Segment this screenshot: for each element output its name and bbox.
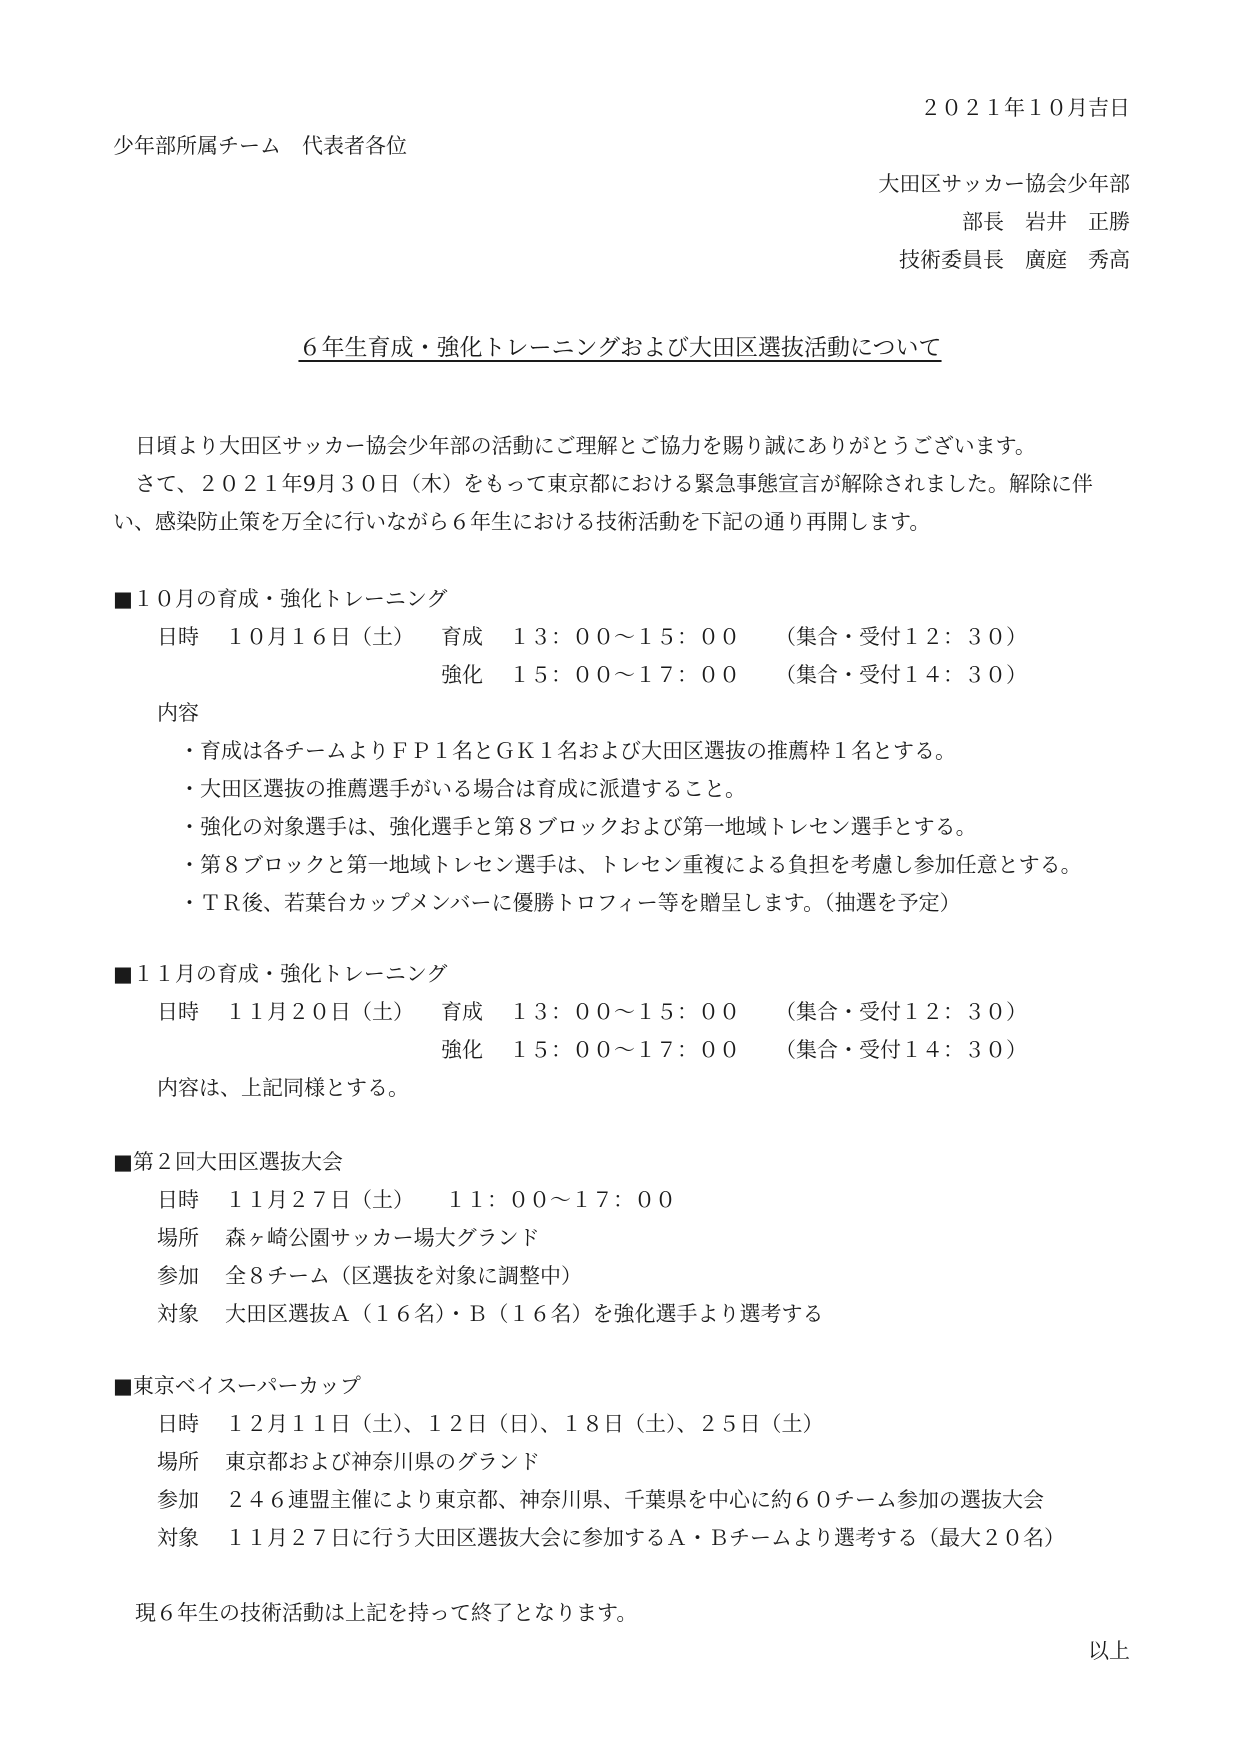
nov-session2-label: 強化 <box>441 1038 483 1062</box>
bay-target-label: 対象 <box>157 1526 199 1550</box>
oct-content-item: ・強化の対象選手は、強化選手と第８ブロックおよび第一地域トレセン選手とする。 <box>179 815 977 839</box>
oct-session1-label: 育成 <box>441 625 483 649</box>
tournament-place: 森ヶ崎公園サッカー場大グランド <box>225 1226 540 1250</box>
nov-session2-time: １５：００～１７：００ <box>509 1038 740 1062</box>
recipient: 少年部所属チーム 代表者各位 <box>113 134 407 158</box>
oct-content-item: ・ＴＲ後、若葉台カップメンバーに優勝トロフィー等を贈呈します。（抽選を予定） <box>179 891 961 915</box>
tournament-place-label: 場所 <box>157 1226 199 1250</box>
tournament-join: 全８チーム（区選抜を対象に調整中） <box>225 1264 582 1288</box>
tournament-time: １１：００～１７：００ <box>445 1188 676 1212</box>
oct-session2-time: １５：００～１７：００ <box>509 663 740 687</box>
sender-organization: 大田区サッカー協会少年部 <box>878 172 1130 196</box>
intro-line-3: い、感染防止策を万全に行いながら６年生における技術活動を下記の通り再開します。 <box>113 510 931 534</box>
nov-session2-note: （集合・受付１４：３０） <box>775 1038 1027 1062</box>
tournament-join-label: 参加 <box>157 1264 199 1288</box>
tournament-date: １１月２７日（土） <box>225 1188 414 1212</box>
bay-target: １１月２７日に行う大田区選抜大会に参加するＡ・Ｂチームより選考する（最大２０名） <box>225 1526 1065 1550</box>
sender-chief: 部長 岩井 正勝 <box>962 210 1130 234</box>
nov-session1-label: 育成 <box>441 1000 483 1024</box>
document-title-text: ６年生育成・強化トレーニングおよび大田区選抜活動について <box>298 335 942 361</box>
nov-date-label: 日時 <box>157 1000 199 1024</box>
bay-join: ２４６連盟主催により東京都、神奈川県、千葉県を中心に約６０チーム参加の選抜大会 <box>225 1488 1044 1512</box>
oct-content-label: 内容 <box>157 701 199 725</box>
bay-place: 東京都および神奈川県のグランド <box>225 1450 540 1474</box>
tournament-date-label: 日時 <box>157 1188 199 1212</box>
oct-session1-time: １３：００～１５：００ <box>509 625 740 649</box>
tournament-target-label: 対象 <box>157 1302 199 1326</box>
oct-session2-label: 強化 <box>441 663 483 687</box>
oct-content-item: ・第８ブロックと第一地域トレセン選手は、トレセン重複による負担を考慮し参加任意とする。 <box>179 853 1082 877</box>
bay-place-label: 場所 <box>157 1450 199 1474</box>
section-heading-november: ■１１月の育成・強化トレーニング <box>113 962 448 986</box>
tournament-target: 大田区選抜Ａ（１６名）・Ｂ（１６名）を強化選手より選考する <box>225 1302 824 1326</box>
nov-session1-time: １３：００～１５：００ <box>509 1000 740 1024</box>
closing-text: 現６年生の技術活動は上記を持って終了となります。 <box>135 1601 638 1625</box>
oct-date: １０月１６日（土） <box>225 625 414 649</box>
nov-date: １１月２０日（土） <box>225 1000 414 1024</box>
oct-content-item: ・大田区選抜の推薦選手がいる場合は育成に派遣すること。 <box>179 777 746 801</box>
section-heading-october: ■１０月の育成・強化トレーニング <box>113 587 448 611</box>
nov-content: 内容は、上記同様とする。 <box>157 1076 409 1100</box>
intro-line-1: 日頃より大田区サッカー協会少年部の活動にご理解とご協力を賜り誠にありがとうございます。 <box>135 434 1036 458</box>
bay-date: １２月１１日（土）、１２日（日）、１８日（土）、２５日（土） <box>225 1412 824 1436</box>
oct-date-label: 日時 <box>157 625 199 649</box>
document-title <box>0 337 1240 360</box>
oct-content-item: ・育成は各チームよりＦＰ１名とＧＫ１名および大田区選抜の推薦枠１名とする。 <box>179 739 956 763</box>
issue-date: ２０２１年１０月吉日 <box>920 96 1130 120</box>
sender-technical-chair: 技術委員長 廣庭 秀高 <box>899 248 1130 272</box>
section-heading-tournament: ■第２回大田区選抜大会 <box>113 1150 343 1174</box>
bay-date-label: 日時 <box>157 1412 199 1436</box>
nov-session1-note: （集合・受付１２：３０） <box>775 1000 1027 1024</box>
oct-session2-note: （集合・受付１４：３０） <box>775 663 1027 687</box>
section-heading-bay-cup: ■東京ベイスーパーカップ <box>113 1374 361 1398</box>
end-mark: 以上 <box>1088 1639 1130 1663</box>
oct-session1-note: （集合・受付１２：３０） <box>775 625 1027 649</box>
intro-line-2: さて、２０２１年9月３０日（木）をもって東京都における緊急事態宣言が解除されました。解除に伴 <box>135 472 1093 496</box>
bay-join-label: 参加 <box>157 1488 199 1512</box>
